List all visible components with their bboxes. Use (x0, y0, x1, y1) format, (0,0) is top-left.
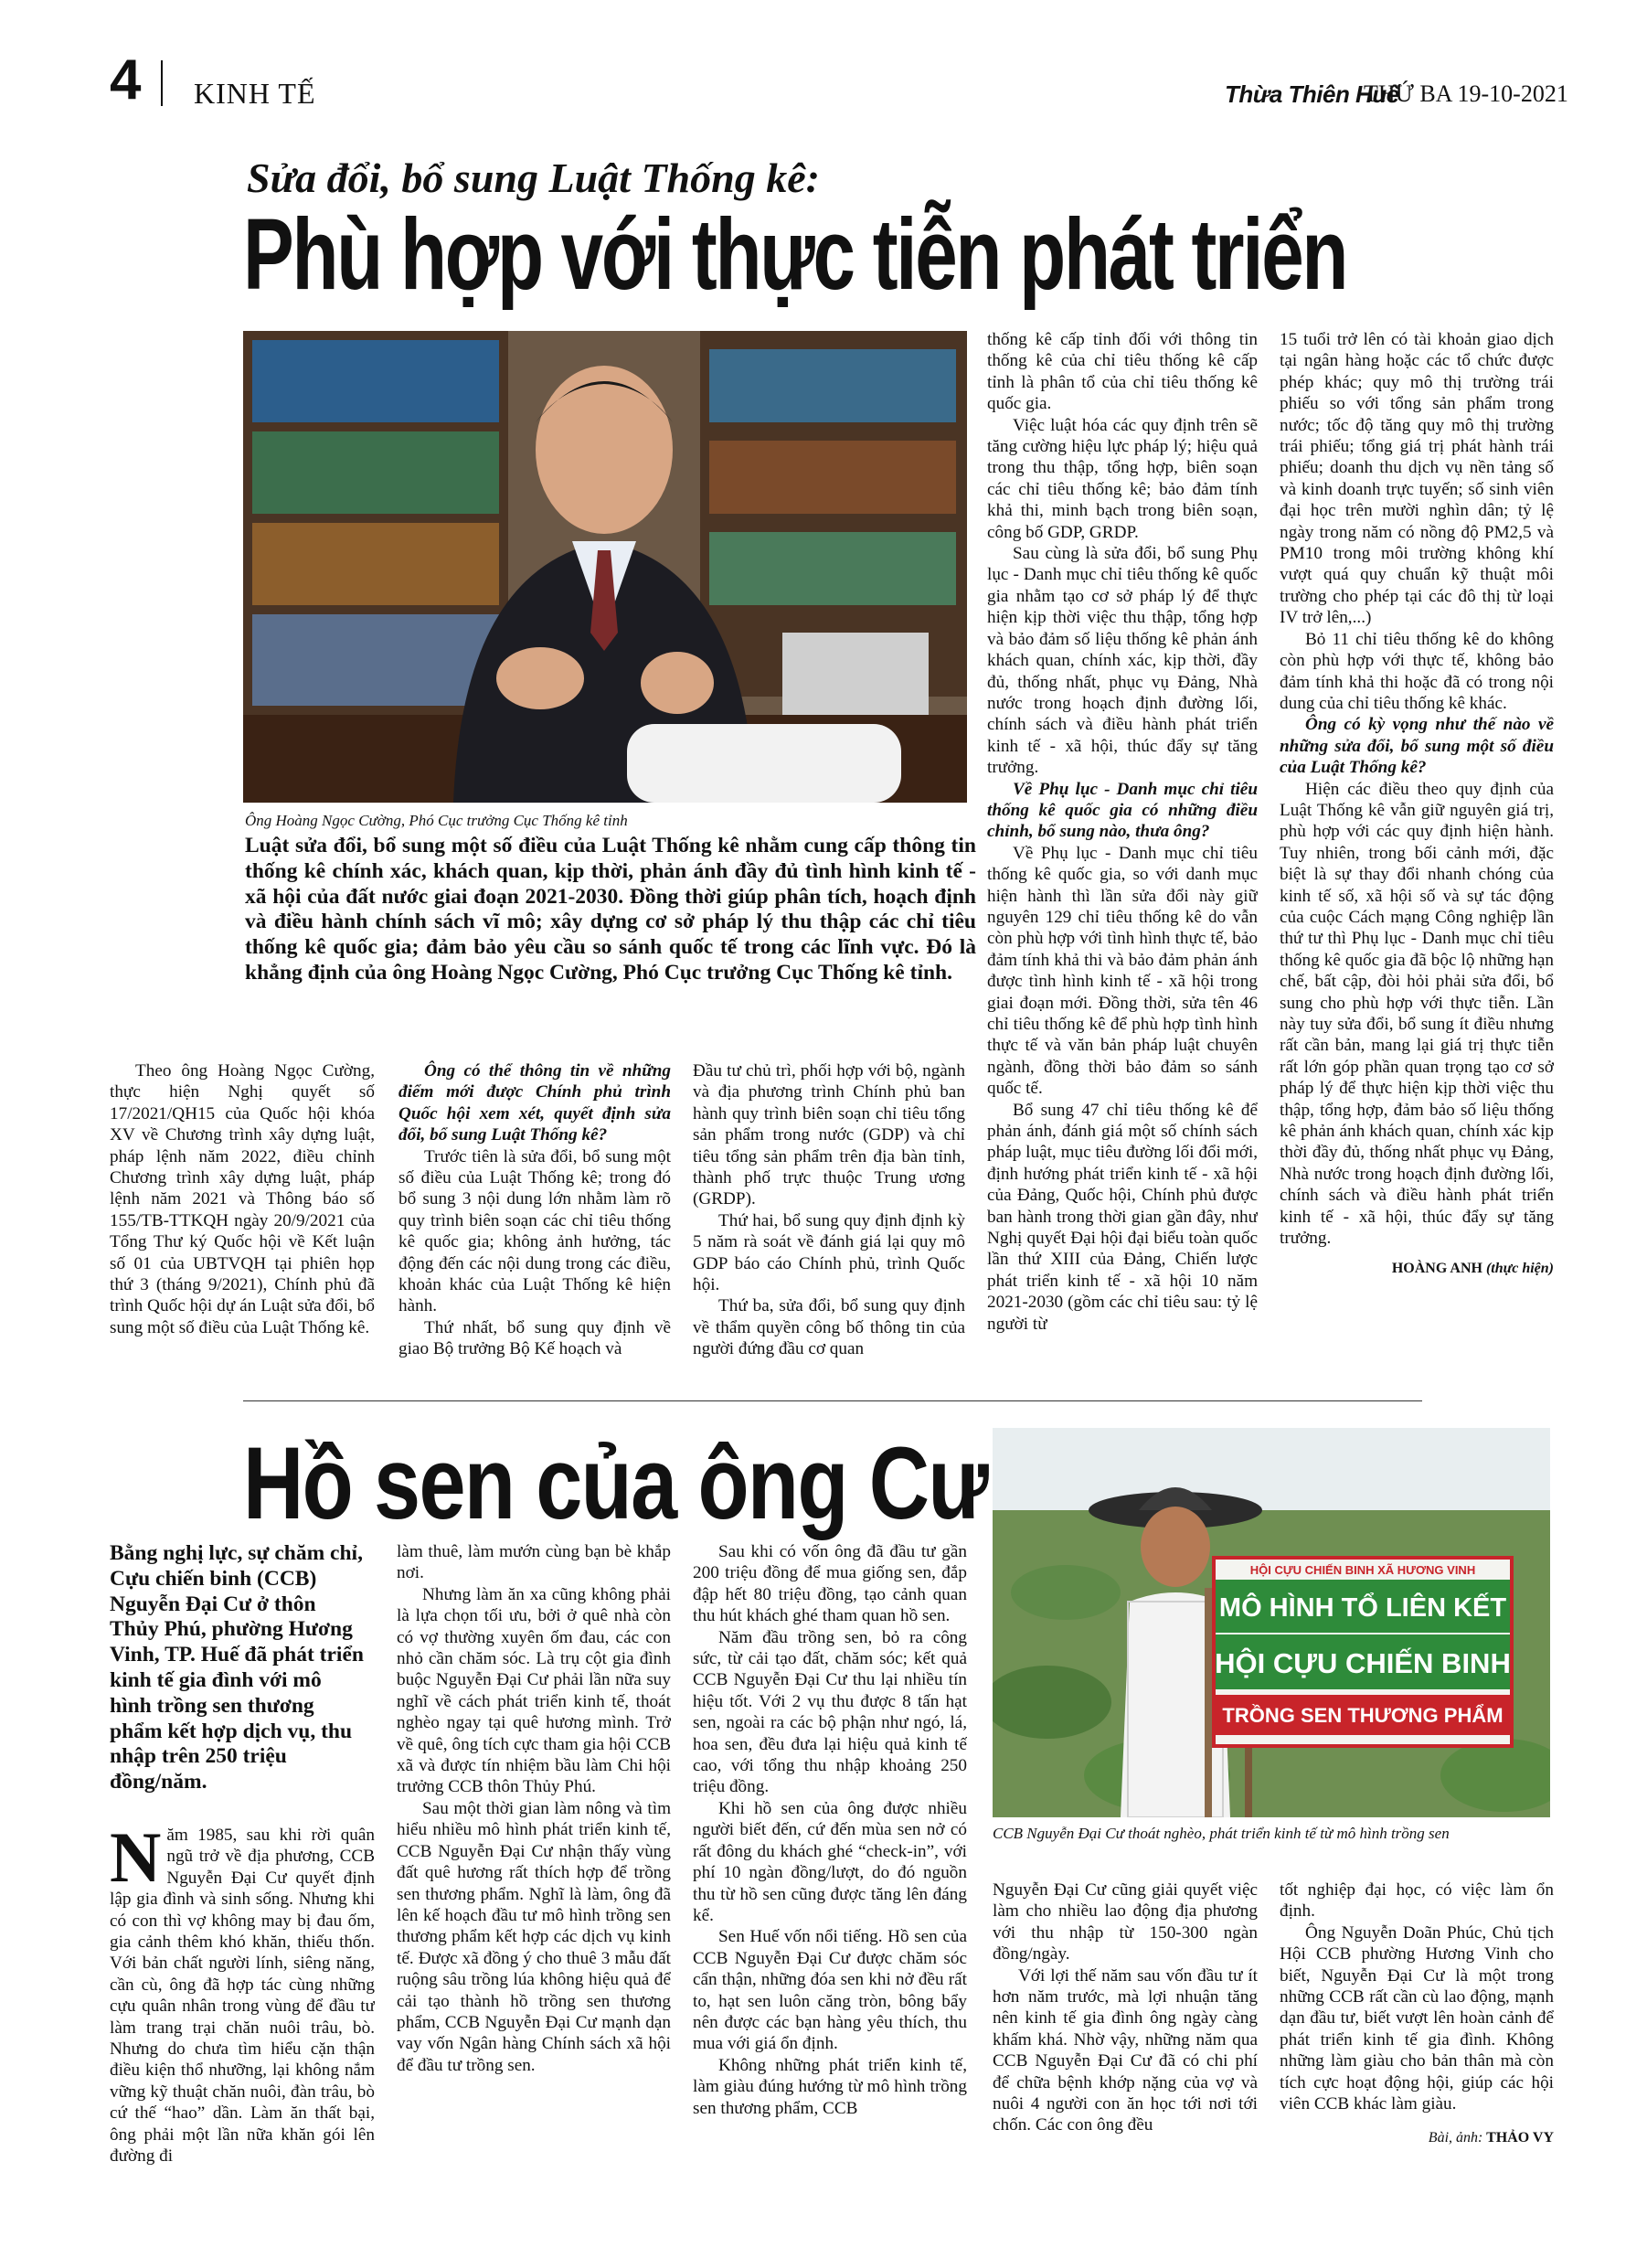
article1-photo-caption: Ông Hoàng Ngọc Cường, Phó Cục trưởng Cục Thống kê tỉnh (245, 812, 628, 829)
paragraph: làm thuê, làm mướn cùng bạn bè khắp nơi. (397, 1542, 671, 1583)
sign-line-2: MÔ HÌNH TỔ LIÊN KẾT (1218, 1593, 1507, 1623)
article2-photo-caption: CCB Nguyễn Đại Cư thoát nghèo, phát triển kinh tế từ mô hình trồng sen (993, 1825, 1450, 1842)
masthead: Thừa Thiên Huế (1225, 80, 1399, 108)
paragraph: Với lợi thế năm sau vốn đầu tư ít hơn năm trước, mà lợi nhuận tăng nên kinh tế gia đình ông ngày càng khấm khá. Nhờ vậy, những năm qua CCB Nguyễn Đại Cư đã có chi phí để chữa bệnh khớp nặng của vợ và nuôi 4 người con ăn học tới nơi tới chốn. Các con ông đều (993, 1965, 1258, 2135)
interview-question: Ông có thể thông tin về những điểm mới được Chính phủ trình Quốc hội xem xét, quyết định sửa đổi, bổ sung Luật Thống kê? (398, 1061, 671, 1145)
paragraph: Về Phụ lục - Danh mục chỉ tiêu thống kê quốc gia, so với danh mục hiện hành thì lần sửa đổi này giữ nguyên 129 chỉ tiêu thống kê do vẫn còn phù hợp với tình hình thực tế, bảo đảm tính khả thi và bảo đảm phản ánh được tình hình kinh tế - xã hội trong giai đoạn mới. Đồng thời, sửa tên 46 chỉ tiêu thống kê để phù hợp tình hình thực tế và văn bản pháp luật chuyên ngành, đồng thời bảo đảm so sánh quốc tế. (987, 843, 1258, 1099)
article1-title: Phù hợp với thực tiễn phát triển (243, 198, 1347, 311)
article2-lede: Bằng nghị lực, sự chăm chỉ, Cựu chiến binh (CCB) Nguyễn Đại Cư ở thôn Thủy Phú, phường Hương Vinh, TP. Huế đã phát triển kinh tế gia đình với mô hình trồng sen thương phẩm kết hợp dịch vụ, thu nhập trên 250 triệu đồng/năm. (110, 1541, 364, 1794)
header-divider (161, 60, 163, 106)
article1-column-4 (987, 329, 1258, 1371)
drop-cap: N (110, 1825, 162, 1897)
paragraph: Đầu tư chủ trì, phối hợp với bộ, ngành và địa phương trình Chính phủ ban hành quy trình biên soạn chỉ tiêu tổng sản phẩm trong nước (GDP) và chỉ tiêu tổng sản phẩm trên địa bàn tỉnh, thành phố trực thuộc Trung ương (GRDP). (693, 1061, 965, 1209)
article2-column-5 (1280, 1879, 1554, 2209)
byline-label: Bài, ảnh: (1428, 2130, 1483, 2146)
paragraph: Thứ hai, bổ sung quy định định kỳ 5 năm rà soát về đánh giá lại quy mô GDP báo cáo Chính phủ, trình Quốc hội. (693, 1210, 965, 1295)
portrait-illustration (243, 331, 967, 803)
paragraph: Sen Huế vốn nổi tiếng. Hồ sen của CCB Nguyễn Đại Cư được chăm sóc cẩn thận, những đóa sen khi nở đều rất to, hạt sen luôn căng tròn, bông bẩy nên được các bạn hàng yêu thích, thu mua với giá ổn định. (693, 1927, 967, 2054)
paragraph: tốt nghiệp đại học, có việc làm ổn định. (1280, 1880, 1554, 1922)
paragraph-text: ăm 1985, sau khi rời quân ngũ trở về địa phương, CCB Nguyễn Đại Cư quyết định lập gia đình và sinh sống. Nhưng khi có con thì vợ không may bị đau ốm, gia cảnh thêm khó khăn, thiếu thốn. Với bản chất người lính, siêng năng, cần cù, ông đã hợp tác cùng những cựu quân nhân trong vùng để đầu tư làm trang trại chăn nuôi trâu, bò. Nhưng do chưa tìm hiểu cặn thận điều kiện thổ nhưỡng, lại không nắm vững kỹ thuật chăn nuôi, đàn trâu, bò cứ thế “hao” dần. Làm ăn thất bại, ông phải một lần nữa khăn gói lên đường đi (110, 1826, 375, 2167)
page-number: 4 (110, 48, 142, 112)
paragraph: Nguyễn Đại Cư cũng giải quyết việc làm cho nhiều lao động địa phương với thu nhập từ 150-300 ngàn đồng/ngày. (993, 1880, 1258, 1965)
paragraph: Thứ nhất, bổ sung quy định về giao Bộ trưởng Bộ Kế hoạch và (398, 1317, 671, 1359)
paragraph: 15 tuổi trở lên có tài khoản giao dịch tại ngân hàng hoặc các tổ chức được phép khác; quy mô thị trường trái phiếu so với tổng sản phẩm trong nước; tốc độ tăng quy mô thị trường trái phiếu; tổng giá trị phát hành trái phiếu; doanh thu dịch vụ nền tảng số và kinh doanh trực tuyến; số sinh viên đại học trên mười nghìn dân; tỷ lệ ngày trong năm có nồng độ PM2,5 và PM10 trong môi trường không khí vượt quá quy chuẩn kỹ thuật môi trường cho phép tại các đô thị từ loại IV trở lên,...) (1280, 330, 1554, 628)
article1-lede: Luật sửa đổi, bổ sung một số điều của Luật Thống kê nhằm cung cấp thông tin thống kê chính xác, khách quan, kịp thời, phản ánh đầy đủ tình hình kinh tế - xã hội của đất nước giai đoạn 2021-2030. Đồng thời giúp phân tích, hoạch định và điều hành chính sách vĩ mô; xây dựng cơ sở pháp lý thu thập các chỉ tiêu thống kê quốc gia; đảm bảo yêu cầu so sánh quốc tế trong các lĩnh vực. Đó là khẳng định của ông Hoàng Ngọc Cường, Phó Cục trưởng Cục Thống kê tỉnh. (245, 834, 976, 985)
lotus-farm-illustration (993, 1428, 1550, 1817)
article1-byline (1280, 1258, 1554, 1279)
paragraph (110, 1825, 375, 2167)
byline-role: (thực hiện) (1485, 1261, 1554, 1277)
paragraph: Bổ sung 47 chỉ tiêu thống kê để phản ánh, đánh giá một số chính sách pháp luật, mục tiêu đường lối đổi mới, định hướng phát triển kinh tế - xã hội của Đảng, Quốc hội, Chính phủ được ban hành trong thời gian gần đây, như Nghị quyết Đại hội đại biểu toàn quốc lần thứ XIII của Đảng, Chiến lược phát triển kinh tế - xã hội 10 năm 2021-2030 (gồm các chỉ tiêu sau: tỷ lệ người từ (987, 1100, 1258, 1334)
byline-name: THẢO VY (1486, 2130, 1554, 2146)
paragraph: Bỏ 11 chỉ tiêu thống kê do không còn phù hợp với thực tế, không bảo đảm tính khả thi hoặc đã có trong nội dung của chỉ tiêu thống kê khác. (1280, 629, 1554, 713)
article2-column-3 (693, 1541, 967, 2209)
article2-byline (1280, 2127, 1554, 2148)
article2-title: Hồ sen của ông Cư (243, 1426, 988, 1540)
article1-column-3 (693, 1060, 965, 1390)
byline-name: HOÀNG ANH (1391, 1261, 1482, 1277)
paragraph: Nhưng làm ăn xa cũng không phải là lựa chọn tối ưu, bởi ở quê nhà còn có vợ thường xuyên ốm đau, các con nhỏ cần chăm sóc. Là trụ cột gia đình buộc Nguyễn Đại Cư phải lần nữa suy nghĩ về cách phát triển kinh tế, thoát nghèo ngay tại quê hương mình. Trở về quê, ông tích cực tham gia hội CCB xã và được tín nhiệm bầu làm Chi hội trưởng CCB thôn Thủy Phú. (397, 1584, 671, 1797)
article2-column-4 (993, 1879, 1258, 2209)
paragraph: Trước tiên là sửa đổi, bổ sung một số điều của Luật Thống kê; trong đó bổ sung 3 nội dung lớn nhằm làm rõ quy trình biên soạn các chỉ tiêu thống kê quốc gia; không ảnh hưởng, tác động đến các nội dung trong các điều, khoản khác của Luật Thống kê hiện hành. (398, 1146, 671, 1316)
article1-photo (243, 331, 967, 803)
paragraph: Theo ông Hoàng Ngọc Cường, thực hiện Nghị quyết số 17/2021/QH15 của Quốc hội khóa XV về Chương trình xây dựng luật, pháp lệnh năm 2022, điều chỉnh Chương trình xây dựng luật, pháp lệnh năm 2021 và Thông báo số 155/TB-TTKQH ngày 20/9/2021 của Tổng Thư ký Quốc hội về Kết luận số 01 của UBTVQH tại phiên họp thứ 3 (tháng 9/2021), Chính phủ đã trình Quốc hội dự án Luật sửa đổi, bổ sung một số điều của Luật Thống kê. (110, 1061, 375, 1337)
article2-column-2 (397, 1541, 671, 2209)
sign-line-1: HỘI CỰU CHIẾN BINH XÃ HƯƠNG VINH (1249, 1563, 1476, 1577)
issue-date: THỨ BA 19-10-2021 (1364, 80, 1568, 107)
article2-column-1 (110, 1825, 375, 2209)
paragraph: Ông Nguyễn Doãn Phúc, Chủ tịch Hội CCB phường Hương Vinh cho biết, Nguyễn Đại Cư là một trong những CCB rất cần cù lao động, mạnh dạn đầu tư, biết vượt lên hoàn cảnh để phát triển kinh tế gia đình. Không những làm giàu cho bản thân mà còn tích cực hoạt động hội, giúp các hội viên CCB khác làm giàu. (1280, 1922, 1554, 2114)
section-name: KINH TẾ (194, 77, 316, 110)
paragraph: Năm đầu trồng sen, bỏ ra công sức, từ cải tạo đất, chăm sóc; kết quả CCB Nguyễn Đại Cư thu lại nhiều tín hiệu tốt. Với 2 vụ thu được 8 tấn hạt sen, ngoài ra các bộ phận như ngó, lá, hoa sen, đều đưa lại hiệu quả kinh tế cao, với tổng thu nhập khoảng 250 triệu đồng. (693, 1627, 967, 1797)
interview-question: Ông có kỳ vọng như thế nào về những sửa đổi, bổ sung một số điều của Luật Thống kê? (1280, 715, 1554, 778)
interview-question: Về Phụ lục - Danh mục chỉ tiêu thống kê quốc gia có những điều chỉnh, bổ sung nào, thưa ông? (987, 779, 1258, 842)
paragraph: Khi hồ sen của ông được nhiều người biết đến, cứ đến mùa sen nở có rất đông du khách ghé “check-in”, với phí 10 ngàn đồng/lượt, do đó nguồn thu từ hồ sen cũng được tăng lên đáng kể. (693, 1798, 967, 1925)
paragraph: Sau khi có vốn ông đã đầu tư gần 200 triệu đồng để mua giống sen, đắp đập hết 80 triệu đồng, tạo cảnh quan thu hút khách ghé tham quan hồ sen. (693, 1542, 967, 1626)
article-separator (243, 1400, 1422, 1401)
paragraph: Hiện các điều theo quy định của Luật Thống kê vẫn giữ nguyên giá trị, phù hợp với các quy định hiện hành. Tuy nhiên, trong bối cảnh mới, đặc biệt là sự thay đổi nhanh chóng của kinh tế số, xã hội số và sự tác động của cuộc Cách mạng Công nghiệp lần thứ tư thì Phụ lục - Danh mục chỉ tiêu thống kê quốc gia đã bộc lộ những hạn chế, bất cập, đòi hỏi phải sửa đổi, bổ sung cho phù hợp với thực tiễn. Lần này tuy sửa đổi, bổ sung ít điều nhưng rất cần bản, mang lại giá trị thực tiễn rất lớn góp phần quan trọng tạo cơ sở pháp lý để thực hiện kịp thời việc thu thập, tổng hợp, đảm bảo số liệu thống kê phản ánh khách quan, chính xác kịp thời đầy đủ, thống nhất phục vụ Đảng, Nhà nước trong hoạch định đường lối, chính sách và điều hành phát triển kinh tế - xã hội, thúc đẩy sự tăng trưởng. (1280, 779, 1554, 1249)
article2-photo (993, 1428, 1550, 1817)
paragraph: Việc luật hóa các quy định trên sẽ tăng cường hiệu lực pháp lý; hiệu quả trong thu thập, tổng hợp, biên soạn các chỉ tiêu thống kê; bảo đảm tính khả thi, minh bạch trong biên soạn, công bố GDP, GRDP. (987, 415, 1258, 542)
article1-column-5 (1280, 329, 1554, 1362)
sign-line-3: HỘI CỰU CHIẾN BINH (1215, 1647, 1511, 1679)
article1-kicker: Sửa đổi, bổ sung Luật Thống kê: (247, 154, 820, 201)
paragraph: Sau một thời gian làm nông và tìm hiểu nhiều mô hình phát triển kinh tế, CCB Nguyễn Đại Cư nhận thấy vùng đất quê hương rất thích hợp để trồng sen thương phẩm. Nghĩ là làm, ông đã lên kế hoạch đầu tư mô hình trồng sen thương phẩm kết hợp các dịch vụ kinh tế. Được xã đồng ý cho thuê 3 mẫu đất ruộng sâu trồng lúa không hiệu quả để cải tạo thành hồ trồng sen thương phẩm, CCB Nguyễn Đại Cư mạnh dạn vay vốn Ngân hàng Chính sách xã hội để đầu tư trồng sen. (397, 1798, 671, 2075)
paragraph: Sau cùng là sửa đổi, bổ sung Phụ lục - Danh mục chỉ tiêu thống kê quốc gia nhằm tạo cơ sở pháp lý để thực hiện kịp thời việc thu thập, tổng hợp và bảo đảm số liệu thống kê phản ánh khách quan, chính xác, kịp thời, đầy đủ, thống nhất, phục vụ Đảng, Nhà nước trong hoạch định đường lối, chính sách và điều hành phát triển kinh tế - xã hội, thúc đẩy sự tăng trưởng. (987, 544, 1258, 778)
paragraph: Thứ ba, sửa đổi, bổ sung quy định về thẩm quyền công bố thông tin của người đứng đầu cơ quan (693, 1296, 965, 1359)
article1-column-1 (110, 1060, 375, 1390)
paragraph: Không những phát triển kinh tế, làm giàu đúng hướng từ mô hình trồng sen thương phẩm, CCB (693, 2055, 967, 2118)
sign-line-4: TRỒNG SEN THƯƠNG PHẨM (1222, 1704, 1504, 1727)
paragraph: thống kê cấp tỉnh đối với thông tin thống kê của chỉ tiêu thống kê cấp tỉnh là phân tổ của chỉ tiêu thống kê quốc gia. (987, 330, 1258, 414)
article1-column-2 (398, 1060, 671, 1390)
